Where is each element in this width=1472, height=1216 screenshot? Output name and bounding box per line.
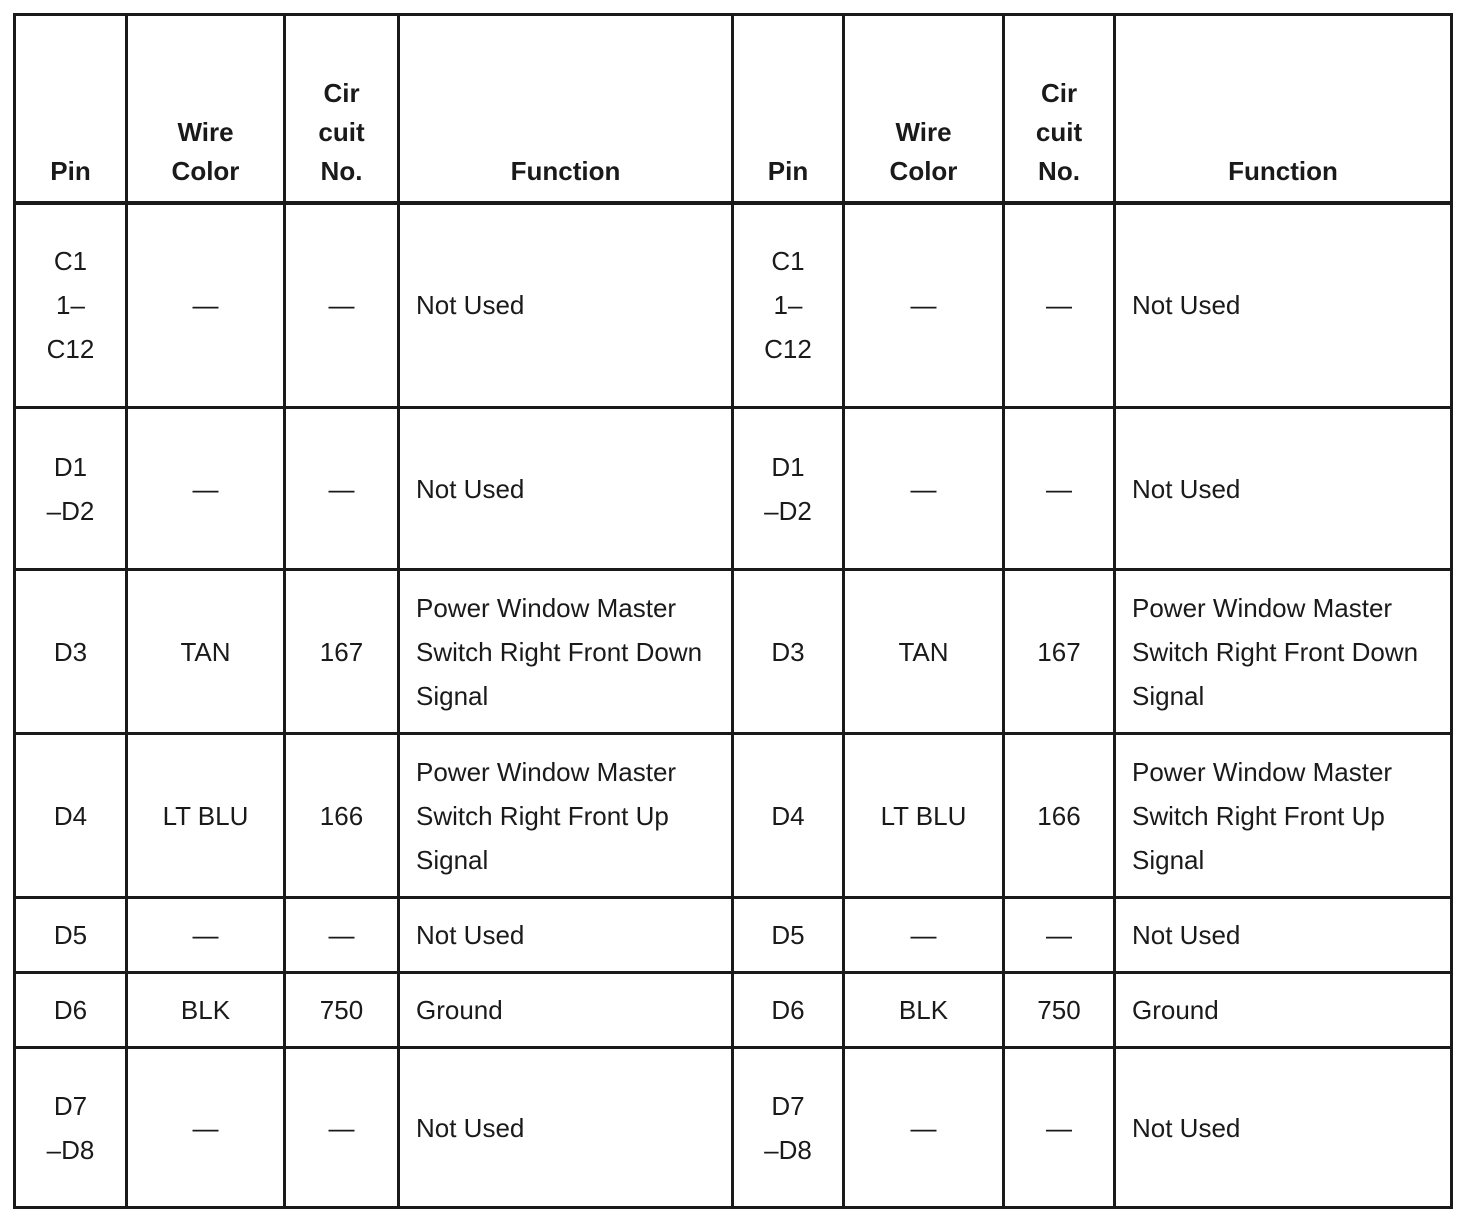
circuit-cell: — bbox=[285, 203, 399, 408]
wire-color-cell: — bbox=[844, 898, 1004, 973]
pin-cell: D7 –D8 bbox=[733, 1048, 844, 1208]
circuit-cell: 166 bbox=[285, 734, 399, 898]
function-cell: Power Window Master Switch Right Front Up Signal bbox=[399, 734, 733, 898]
wire-color-cell: LT BLU bbox=[127, 734, 285, 898]
pin-cell: D3 bbox=[733, 570, 844, 734]
function-cell: Ground bbox=[399, 973, 733, 1048]
pin-cell: D6 bbox=[733, 973, 844, 1048]
circuit-cell: — bbox=[285, 408, 399, 570]
circuit-cell: 750 bbox=[1004, 973, 1115, 1048]
function-cell: Ground bbox=[1115, 973, 1452, 1048]
pin-cell: D6 bbox=[15, 973, 127, 1048]
wire-color-cell: TAN bbox=[844, 570, 1004, 734]
header-pin: Pin bbox=[733, 15, 844, 203]
header-pin: Pin bbox=[15, 15, 127, 203]
table-row bbox=[15, 973, 1452, 1048]
wire-color-cell: LT BLU bbox=[844, 734, 1004, 898]
function-cell: Not Used bbox=[1115, 1048, 1452, 1208]
circuit-cell: — bbox=[1004, 408, 1115, 570]
function-cell: Not Used bbox=[399, 1048, 733, 1208]
function-cell: Not Used bbox=[1115, 203, 1452, 408]
header-function: Function bbox=[1115, 15, 1452, 203]
pin-cell: D7 –D8 bbox=[15, 1048, 127, 1208]
wire-color-cell: — bbox=[127, 408, 285, 570]
circuit-cell: — bbox=[285, 1048, 399, 1208]
function-cell: Not Used bbox=[1115, 898, 1452, 973]
pin-cell: D5 bbox=[733, 898, 844, 973]
circuit-cell: — bbox=[1004, 1048, 1115, 1208]
function-cell: Not Used bbox=[1115, 408, 1452, 570]
function-cell: Not Used bbox=[399, 408, 733, 570]
function-cell: Power Window Master Switch Right Front Down Signal bbox=[1115, 570, 1452, 734]
function-cell: Power Window Master Switch Right Front Down Signal bbox=[399, 570, 733, 734]
circuit-cell: 167 bbox=[285, 570, 399, 734]
wire-color-cell: — bbox=[844, 203, 1004, 408]
pin-cell: D1 –D2 bbox=[733, 408, 844, 570]
pin-cell: D1 –D2 bbox=[15, 408, 127, 570]
circuit-cell: 166 bbox=[1004, 734, 1115, 898]
function-cell: Not Used bbox=[399, 898, 733, 973]
pin-cell: C1 1– C12 bbox=[15, 203, 127, 408]
pin-cell: D3 bbox=[15, 570, 127, 734]
pin-cell: D5 bbox=[15, 898, 127, 973]
circuit-cell: — bbox=[285, 898, 399, 973]
wire-color-cell: — bbox=[127, 898, 285, 973]
table-row bbox=[15, 203, 1452, 408]
wire-color-cell: — bbox=[127, 1048, 285, 1208]
table-header-row bbox=[15, 15, 1452, 203]
table-row bbox=[15, 734, 1452, 898]
wire-color-cell: — bbox=[844, 408, 1004, 570]
pin-cell: C1 1– C12 bbox=[733, 203, 844, 408]
circuit-cell: 167 bbox=[1004, 570, 1115, 734]
connector-pin-table bbox=[13, 13, 1453, 1209]
circuit-cell: 750 bbox=[285, 973, 399, 1048]
pin-cell: D4 bbox=[15, 734, 127, 898]
table-row bbox=[15, 570, 1452, 734]
circuit-cell: — bbox=[1004, 898, 1115, 973]
function-cell: Not Used bbox=[399, 203, 733, 408]
wire-color-cell: BLK bbox=[844, 973, 1004, 1048]
header-circuit-no: Cir cuit No. bbox=[285, 15, 399, 203]
table-row bbox=[15, 1048, 1452, 1208]
table-row bbox=[15, 898, 1452, 973]
circuit-cell: — bbox=[1004, 203, 1115, 408]
wire-color-cell: — bbox=[844, 1048, 1004, 1208]
header-wire-color: Wire Color bbox=[844, 15, 1004, 203]
wire-color-cell: BLK bbox=[127, 973, 285, 1048]
wire-color-cell: — bbox=[127, 203, 285, 408]
pin-cell: D4 bbox=[733, 734, 844, 898]
header-wire-color: Wire Color bbox=[127, 15, 285, 203]
wire-color-cell: TAN bbox=[127, 570, 285, 734]
function-cell: Power Window Master Switch Right Front Up Signal bbox=[1115, 734, 1452, 898]
header-circuit-no: Cir cuit No. bbox=[1004, 15, 1115, 203]
table-row bbox=[15, 408, 1452, 570]
header-function: Function bbox=[399, 15, 733, 203]
